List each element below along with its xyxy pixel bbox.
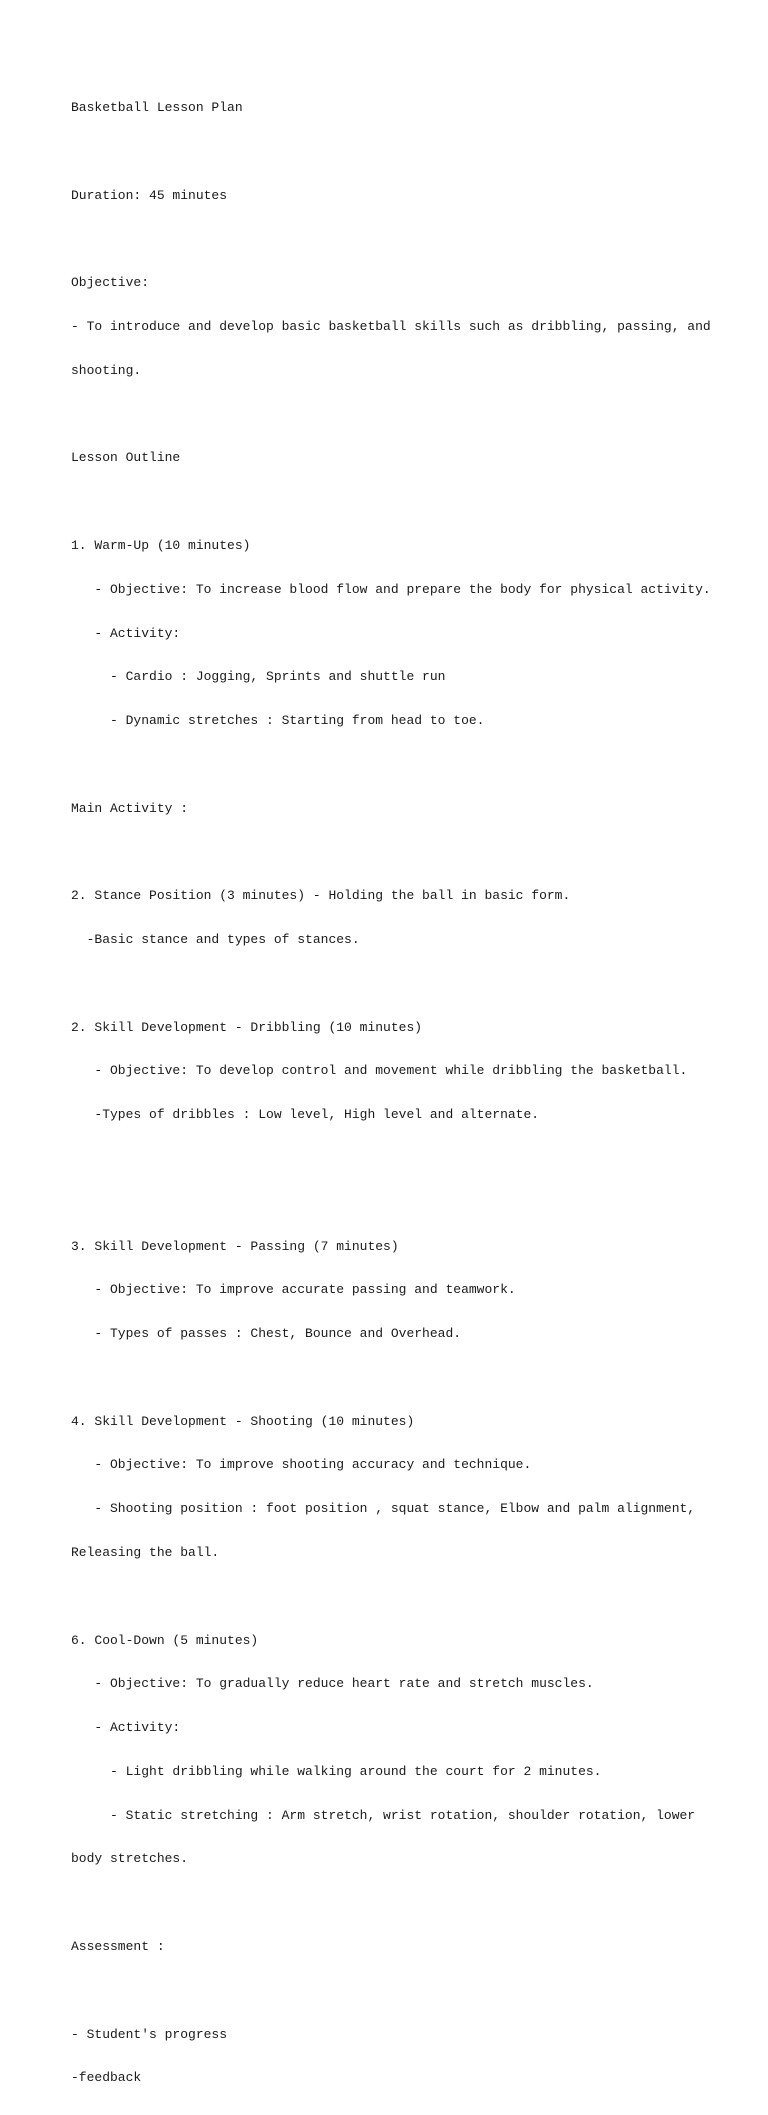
cooldown-heading: 6. Cool-Down (5 minutes) (71, 1632, 259, 1648)
shooting-position: Releasing the ball. (71, 1544, 220, 1560)
blank-line (71, 408, 731, 423)
passing-objective: - Objective: To improve accurate passing and teamwork. (71, 1282, 516, 1298)
passing-heading: 3. Skill Development - Passing (7 minutes) (71, 1238, 399, 1254)
stance-detail: -Basic stance and types of stances. (71, 932, 360, 948)
warmup-activity-item: - Dynamic stretches : Starting from head to toe. (71, 713, 485, 729)
dribbling-types: -Types of dribbles : Low level, High level and alternate. (71, 1107, 540, 1123)
duration-line: Duration: 45 minutes (71, 187, 228, 203)
assessment-item: - Student's progress (71, 2026, 228, 2042)
passing-types: - Types of passes : Chest, Bounce and Overhead. (71, 1326, 462, 1342)
cooldown-objective: - Objective: To gradually reduce heart rate and stretch muscles. (71, 1676, 594, 1692)
blank-line (71, 1984, 731, 1999)
warmup-activity: - Activity: (71, 625, 181, 641)
blank-line (71, 145, 731, 160)
warmup-objective: - Objective: To increase blood flow and prepare the body for physical activity. (71, 581, 711, 597)
blank-line (71, 1152, 731, 1167)
warmup-activity-item: - Cardio : Jogging, Sprints and shuttle run (71, 669, 446, 685)
dribbling-heading: 2. Skill Development - Dribbling (10 minutes) (71, 1019, 423, 1035)
cooldown-activity-item: - Static stretching : Arm stretch, wrist rotation, shoulder rotation, lower (71, 1807, 696, 1823)
assessment-heading: Assessment : (71, 1939, 165, 1954)
blank-line (71, 758, 731, 773)
blank-line (71, 1590, 731, 1605)
assessment-item: -feedback (71, 2070, 142, 2086)
objective-heading: Objective: (71, 275, 150, 291)
dribbling-objective: - Objective: To develop control and movement while dribbling the basketball. (71, 1063, 688, 1079)
stance-heading: 2. Stance Position (3 minutes) - Holding the ball in basic form. (71, 888, 571, 904)
shooting-objective: - Objective: To improve shooting accuracy and technique. (71, 1457, 532, 1473)
cooldown-activity-item: - Light dribbling while walking around the court for 2 minutes. (71, 1763, 602, 1779)
blank-line (71, 1196, 731, 1211)
doc-title: Basketball Lesson Plan (71, 100, 243, 116)
blank-line (71, 977, 731, 992)
lesson-plan-text (71, 72, 731, 2115)
cooldown-activity-item: body stretches. (71, 1851, 189, 1867)
blank-line (71, 1371, 731, 1386)
warmup-heading: 1. Warm-Up (10 minutes) (71, 538, 251, 553)
cooldown-activity: - Activity: (71, 1720, 181, 1736)
blank-line (71, 495, 731, 510)
objective-text: shooting. (71, 362, 142, 378)
main-activity-heading: Main Activity : (71, 800, 189, 816)
shooting-heading: 4. Skill Development - Shooting (10 minutes) (71, 1413, 415, 1429)
blank-line (71, 233, 731, 248)
blank-line (71, 845, 731, 860)
blank-line (71, 1896, 731, 1911)
shooting-position: - Shooting position : foot position , squat stance, Elbow and palm alignment, (71, 1501, 696, 1517)
lesson-outline-heading: Lesson Outline (71, 450, 181, 466)
objective-text: - To introduce and develop basic basketball skills such as dribbling, passing, and (71, 319, 711, 335)
